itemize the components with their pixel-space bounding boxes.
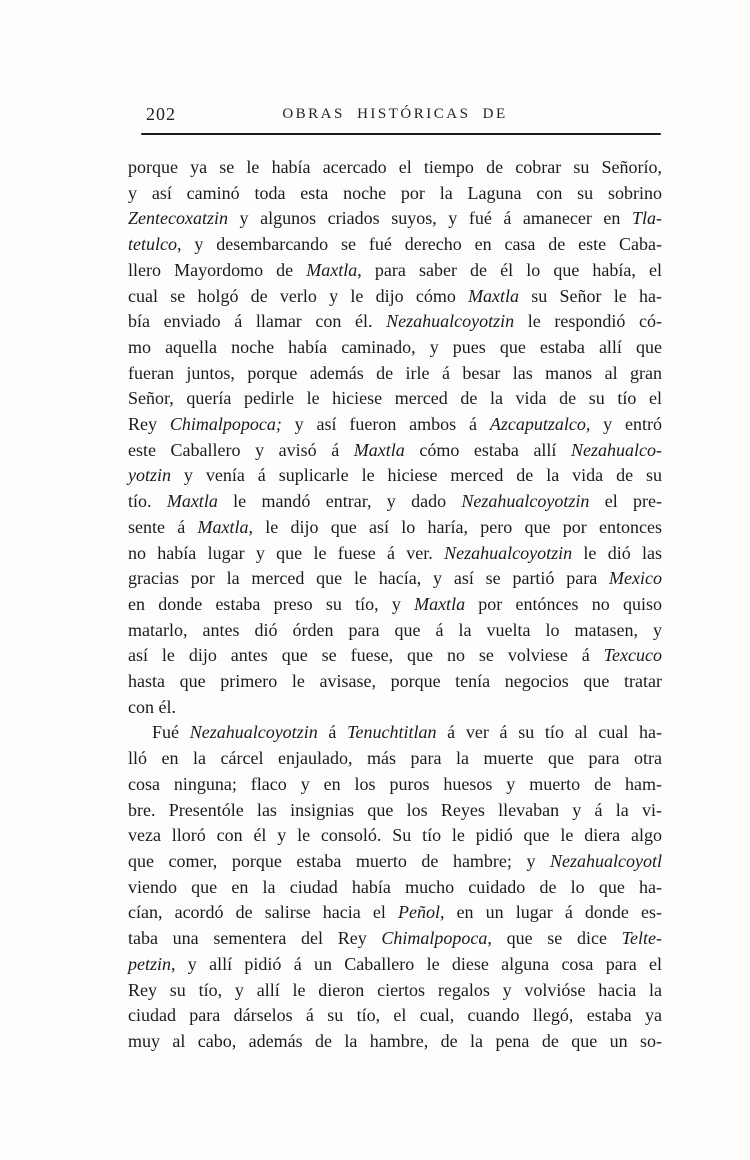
text-segment: ciudad para dárselos á su tío, el cual, cuando llegó, estaba ya bbox=[128, 1005, 662, 1026]
italic-text-segment: Nezahualcoyotzin bbox=[461, 491, 590, 512]
text-segment: Rey bbox=[128, 414, 170, 435]
text-segment: , que se dice bbox=[487, 928, 622, 949]
text-line bbox=[128, 695, 662, 721]
italic-text-segment: Nezahualco- bbox=[571, 439, 662, 460]
text-segment: sente á bbox=[128, 516, 198, 537]
text-segment: , y desembarcando se fué derecho en casa de este Caba- bbox=[176, 234, 662, 255]
text-line bbox=[128, 643, 662, 669]
italic-text-segment: Azcaputzalco bbox=[489, 414, 586, 435]
text-segment: á bbox=[317, 722, 348, 743]
text-line bbox=[128, 746, 662, 772]
text-segment: le mandó entrar, y dado bbox=[217, 491, 462, 512]
text-line bbox=[128, 798, 662, 824]
text-segment: y así fueron ambos á bbox=[281, 414, 490, 435]
text-line bbox=[128, 978, 662, 1004]
text-segment: cual se holgó de verlo y le dijo cómo bbox=[128, 285, 469, 306]
text-line bbox=[128, 566, 662, 592]
italic-text-segment: Nezahualcoyotzin bbox=[444, 542, 573, 563]
text-segment: , en un lugar á donde es- bbox=[439, 902, 662, 923]
text-line bbox=[128, 309, 662, 335]
italic-text-segment: Maxtla bbox=[306, 259, 358, 280]
text-segment: , le dijo que así lo haría, pero que por entonces bbox=[248, 516, 662, 537]
text-line bbox=[128, 823, 662, 849]
text-line bbox=[128, 541, 662, 567]
italic-text-segment: yotzin bbox=[128, 465, 171, 486]
text-segment: Fué bbox=[152, 722, 190, 743]
text-segment: el pre- bbox=[589, 491, 663, 512]
text-segment: cían, acordó de salirse hacia el bbox=[128, 902, 398, 923]
text-segment: mo aquella noche había caminado, y pues que estaba allí que bbox=[128, 336, 662, 357]
text-segment: en donde estaba preso su tío, y bbox=[128, 593, 415, 614]
text-segment: y así caminó toda esta noche por la Laguna con su sobrino bbox=[128, 182, 662, 203]
text-segment: Rey su tío, y allí le dieron ciertos regalos y volvióse hacia la bbox=[128, 979, 662, 1000]
running-title: OBRAS HISTÓRICAS DE bbox=[282, 106, 508, 122]
text-segment: hasta que primero le avisase, porque tenía negocios que tratar bbox=[128, 671, 662, 692]
italic-text-segment: Maxtla bbox=[468, 285, 520, 306]
text-line bbox=[128, 592, 662, 618]
text-line bbox=[128, 1029, 662, 1055]
text-segment: no había lugar y que le fuese á ver. bbox=[128, 542, 445, 563]
text-line bbox=[128, 284, 662, 310]
text-line bbox=[128, 900, 662, 926]
text-line bbox=[128, 258, 662, 284]
text-segment: que comer, porque estaba muerto de hambre; y bbox=[128, 850, 551, 871]
header-rule bbox=[141, 133, 661, 135]
italic-text-segment: Tenuchtitlan bbox=[347, 722, 437, 743]
text-line bbox=[128, 386, 662, 412]
text-line bbox=[128, 1003, 662, 1029]
text-segment: y venía á suplicarle le hiciese merced de la vida de su bbox=[171, 465, 662, 486]
text-line bbox=[128, 618, 662, 644]
text-segment: , para saber de él lo que había, el bbox=[357, 259, 663, 280]
text-segment: taba una sementera del Rey bbox=[128, 928, 382, 949]
text-line bbox=[128, 875, 662, 901]
italic-text-segment: Mexico bbox=[609, 568, 662, 589]
page-text bbox=[128, 155, 662, 1055]
text-line bbox=[128, 335, 662, 361]
text-segment: cosa ninguna; flaco y en los puros huesos y muerto de ham- bbox=[128, 773, 662, 794]
text-line bbox=[128, 515, 662, 541]
italic-text-segment: Maxtla bbox=[166, 491, 218, 512]
text-segment: fueran juntos, porque además de irle á besar las manos al gran bbox=[128, 362, 662, 383]
text-line bbox=[128, 232, 662, 258]
text-segment: Señor, quería pedirle le hiciese merced de la vida de su tío el bbox=[128, 388, 662, 409]
text-line bbox=[128, 438, 662, 464]
italic-text-segment: Zentecoxatzin bbox=[128, 208, 228, 229]
text-segment: viendo que en la ciudad había mucho cuidado de lo que ha- bbox=[128, 876, 662, 897]
text-segment: por entónces no quiso bbox=[465, 593, 662, 614]
text-segment: bre. Presentóle las insignias que los Reyes llevaban y á la vi- bbox=[128, 799, 662, 820]
text-segment: y algunos criados suyos, y fué á amanecer en bbox=[227, 208, 632, 229]
italic-text-segment: Chimalpopoca bbox=[381, 928, 488, 949]
text-segment: veza lloró con él y le consoló. Su tío le pidió que le diera algo bbox=[128, 825, 662, 846]
text-segment: le respondió có- bbox=[514, 311, 662, 332]
italic-text-segment: Nezahualcoyotzin bbox=[386, 311, 515, 332]
text-line bbox=[128, 361, 662, 387]
italic-text-segment: Chimalpopoca; bbox=[169, 414, 282, 435]
text-segment: llero Mayordomo de bbox=[128, 259, 307, 280]
text-line bbox=[128, 181, 662, 207]
text-line bbox=[128, 489, 662, 515]
italic-text-segment: Peñol bbox=[397, 902, 440, 923]
italic-text-segment: Nezahualcoyotzin bbox=[189, 722, 318, 743]
text-segment: gracias por la merced que le hacía, y así se partió para bbox=[128, 568, 610, 589]
text-segment: á ver á su tío al cual ha- bbox=[436, 722, 662, 743]
text-segment: con él. bbox=[128, 696, 176, 717]
text-segment: matarlo, antes dió órden para que á la vuelta lo matasen, y bbox=[128, 619, 662, 640]
text-segment: porque ya se le había acercado el tiempo de cobrar su Señorío, bbox=[128, 157, 662, 177]
text-segment: , y entró bbox=[585, 414, 663, 435]
text-segment: bía enviado á llamar con él. bbox=[128, 311, 387, 332]
text-line bbox=[128, 952, 662, 978]
italic-text-segment: Maxtla bbox=[197, 516, 249, 537]
text-segment: así le dijo antes que se fuese, que no se volviese á bbox=[128, 645, 604, 666]
italic-text-segment: Telte- bbox=[621, 928, 662, 949]
text-segment: su Señor le ha- bbox=[519, 285, 662, 306]
text-line bbox=[128, 206, 662, 232]
page-header bbox=[128, 103, 662, 129]
italic-text-segment: Nezahualcoyotl bbox=[550, 850, 662, 871]
text-line bbox=[128, 155, 662, 181]
italic-text-segment: Maxtla bbox=[353, 439, 405, 460]
italic-text-segment: tetulco bbox=[128, 234, 177, 255]
italic-text-segment: Maxtla bbox=[414, 593, 466, 614]
text-line bbox=[128, 669, 662, 695]
text-line bbox=[128, 720, 662, 746]
text-segment: cómo estaba allí bbox=[404, 439, 572, 460]
page-number: 202 bbox=[146, 104, 176, 124]
text-line bbox=[128, 412, 662, 438]
text-line bbox=[128, 849, 662, 875]
italic-text-segment: Texcuco bbox=[603, 645, 662, 666]
text-segment: , y allí pidió á un Caballero le diese alguna cosa para el bbox=[171, 953, 662, 974]
text-line bbox=[128, 463, 662, 489]
italic-text-segment: petzin bbox=[128, 953, 171, 974]
text-segment: este Caballero y avisó á bbox=[128, 439, 354, 460]
text-line bbox=[128, 772, 662, 798]
text-segment: tío. bbox=[128, 491, 167, 512]
text-line bbox=[128, 926, 662, 952]
text-segment: lló en la cárcel enjaulado, más para la muerte que para otra bbox=[128, 748, 662, 769]
italic-text-segment: Tla- bbox=[631, 208, 662, 229]
text-segment: le dió las bbox=[572, 542, 662, 563]
text-segment: muy al cabo, además de la hambre, de la pena de que un so- bbox=[128, 1030, 662, 1051]
